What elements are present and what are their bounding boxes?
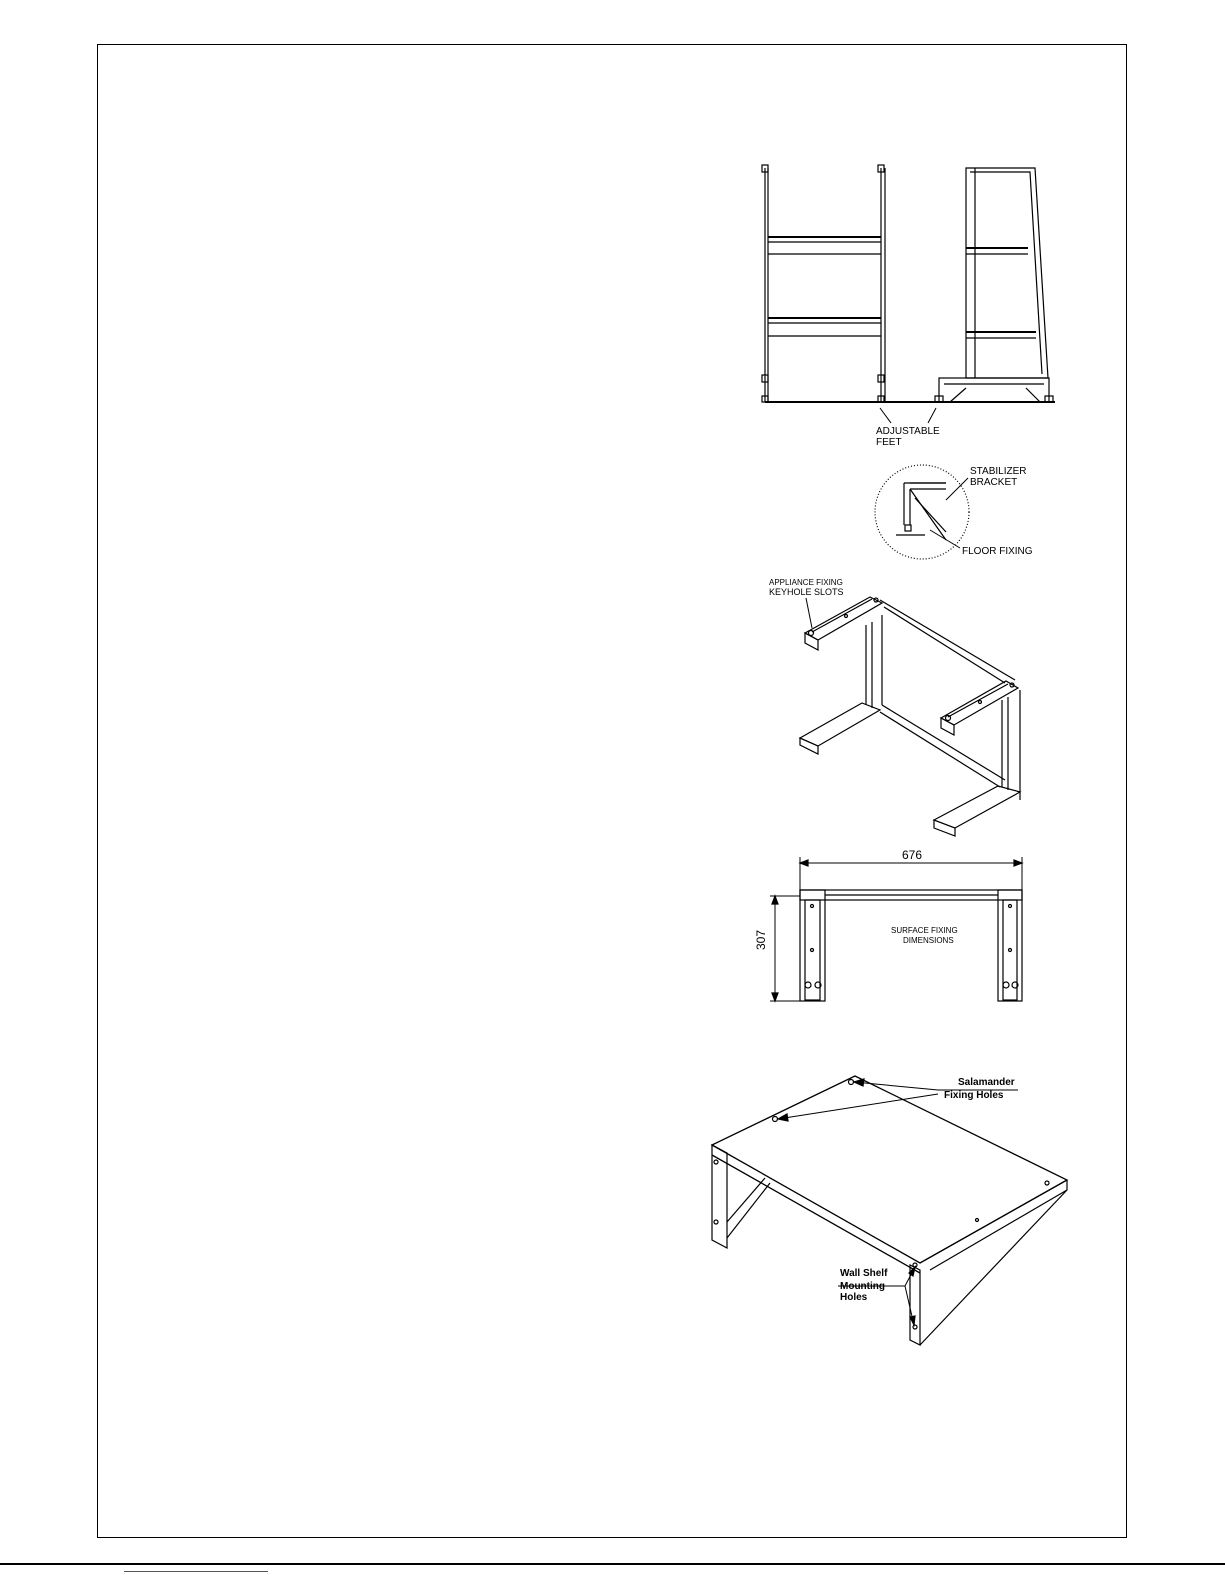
- surface-fixing-label-1: SURFACE FIXING: [891, 926, 958, 935]
- stabilizer-label-1: STABILIZER: [970, 466, 1027, 477]
- wall-shelf-label-1: Wall Shelf: [840, 1268, 888, 1279]
- salamander-label-1: Salamander: [958, 1077, 1015, 1088]
- adjustable-feet-label-2: FEET: [876, 437, 902, 448]
- appliance-fixing-label-2: KEYHOLE SLOTS: [769, 587, 844, 597]
- isometric-stand-frame: [800, 597, 1020, 836]
- stabilizer-detail: [875, 465, 969, 559]
- appliance-fixing-label-1: APPLIANCE FIXING: [769, 578, 843, 587]
- floor-fixing-label: FLOOR FIXING: [962, 546, 1033, 557]
- stabilizer-label-2: BRACKET: [970, 477, 1018, 488]
- width-dimension-label: 676: [902, 848, 923, 862]
- salamander-label-2: Fixing Holes: [944, 1090, 1004, 1101]
- footer-rule: [0, 1563, 1225, 1565]
- wall-shelf-label-2: Mounting: [840, 1281, 885, 1292]
- footer-link-underline[interactable]: [124, 1571, 268, 1572]
- stand-front-elevation: [762, 165, 1055, 402]
- wall-shelf-label-3: Holes: [840, 1292, 868, 1303]
- wall-shelf-isometric: [712, 1076, 1067, 1345]
- surface-fixing-label-2: DIMENSIONS: [903, 936, 954, 945]
- depth-dimension-label: 307: [754, 929, 768, 950]
- adjustable-feet-label-1: ADJUSTABLE: [876, 426, 940, 437]
- stand-side-elevation: [935, 168, 1053, 402]
- adjustable-feet-leaders: [880, 408, 936, 423]
